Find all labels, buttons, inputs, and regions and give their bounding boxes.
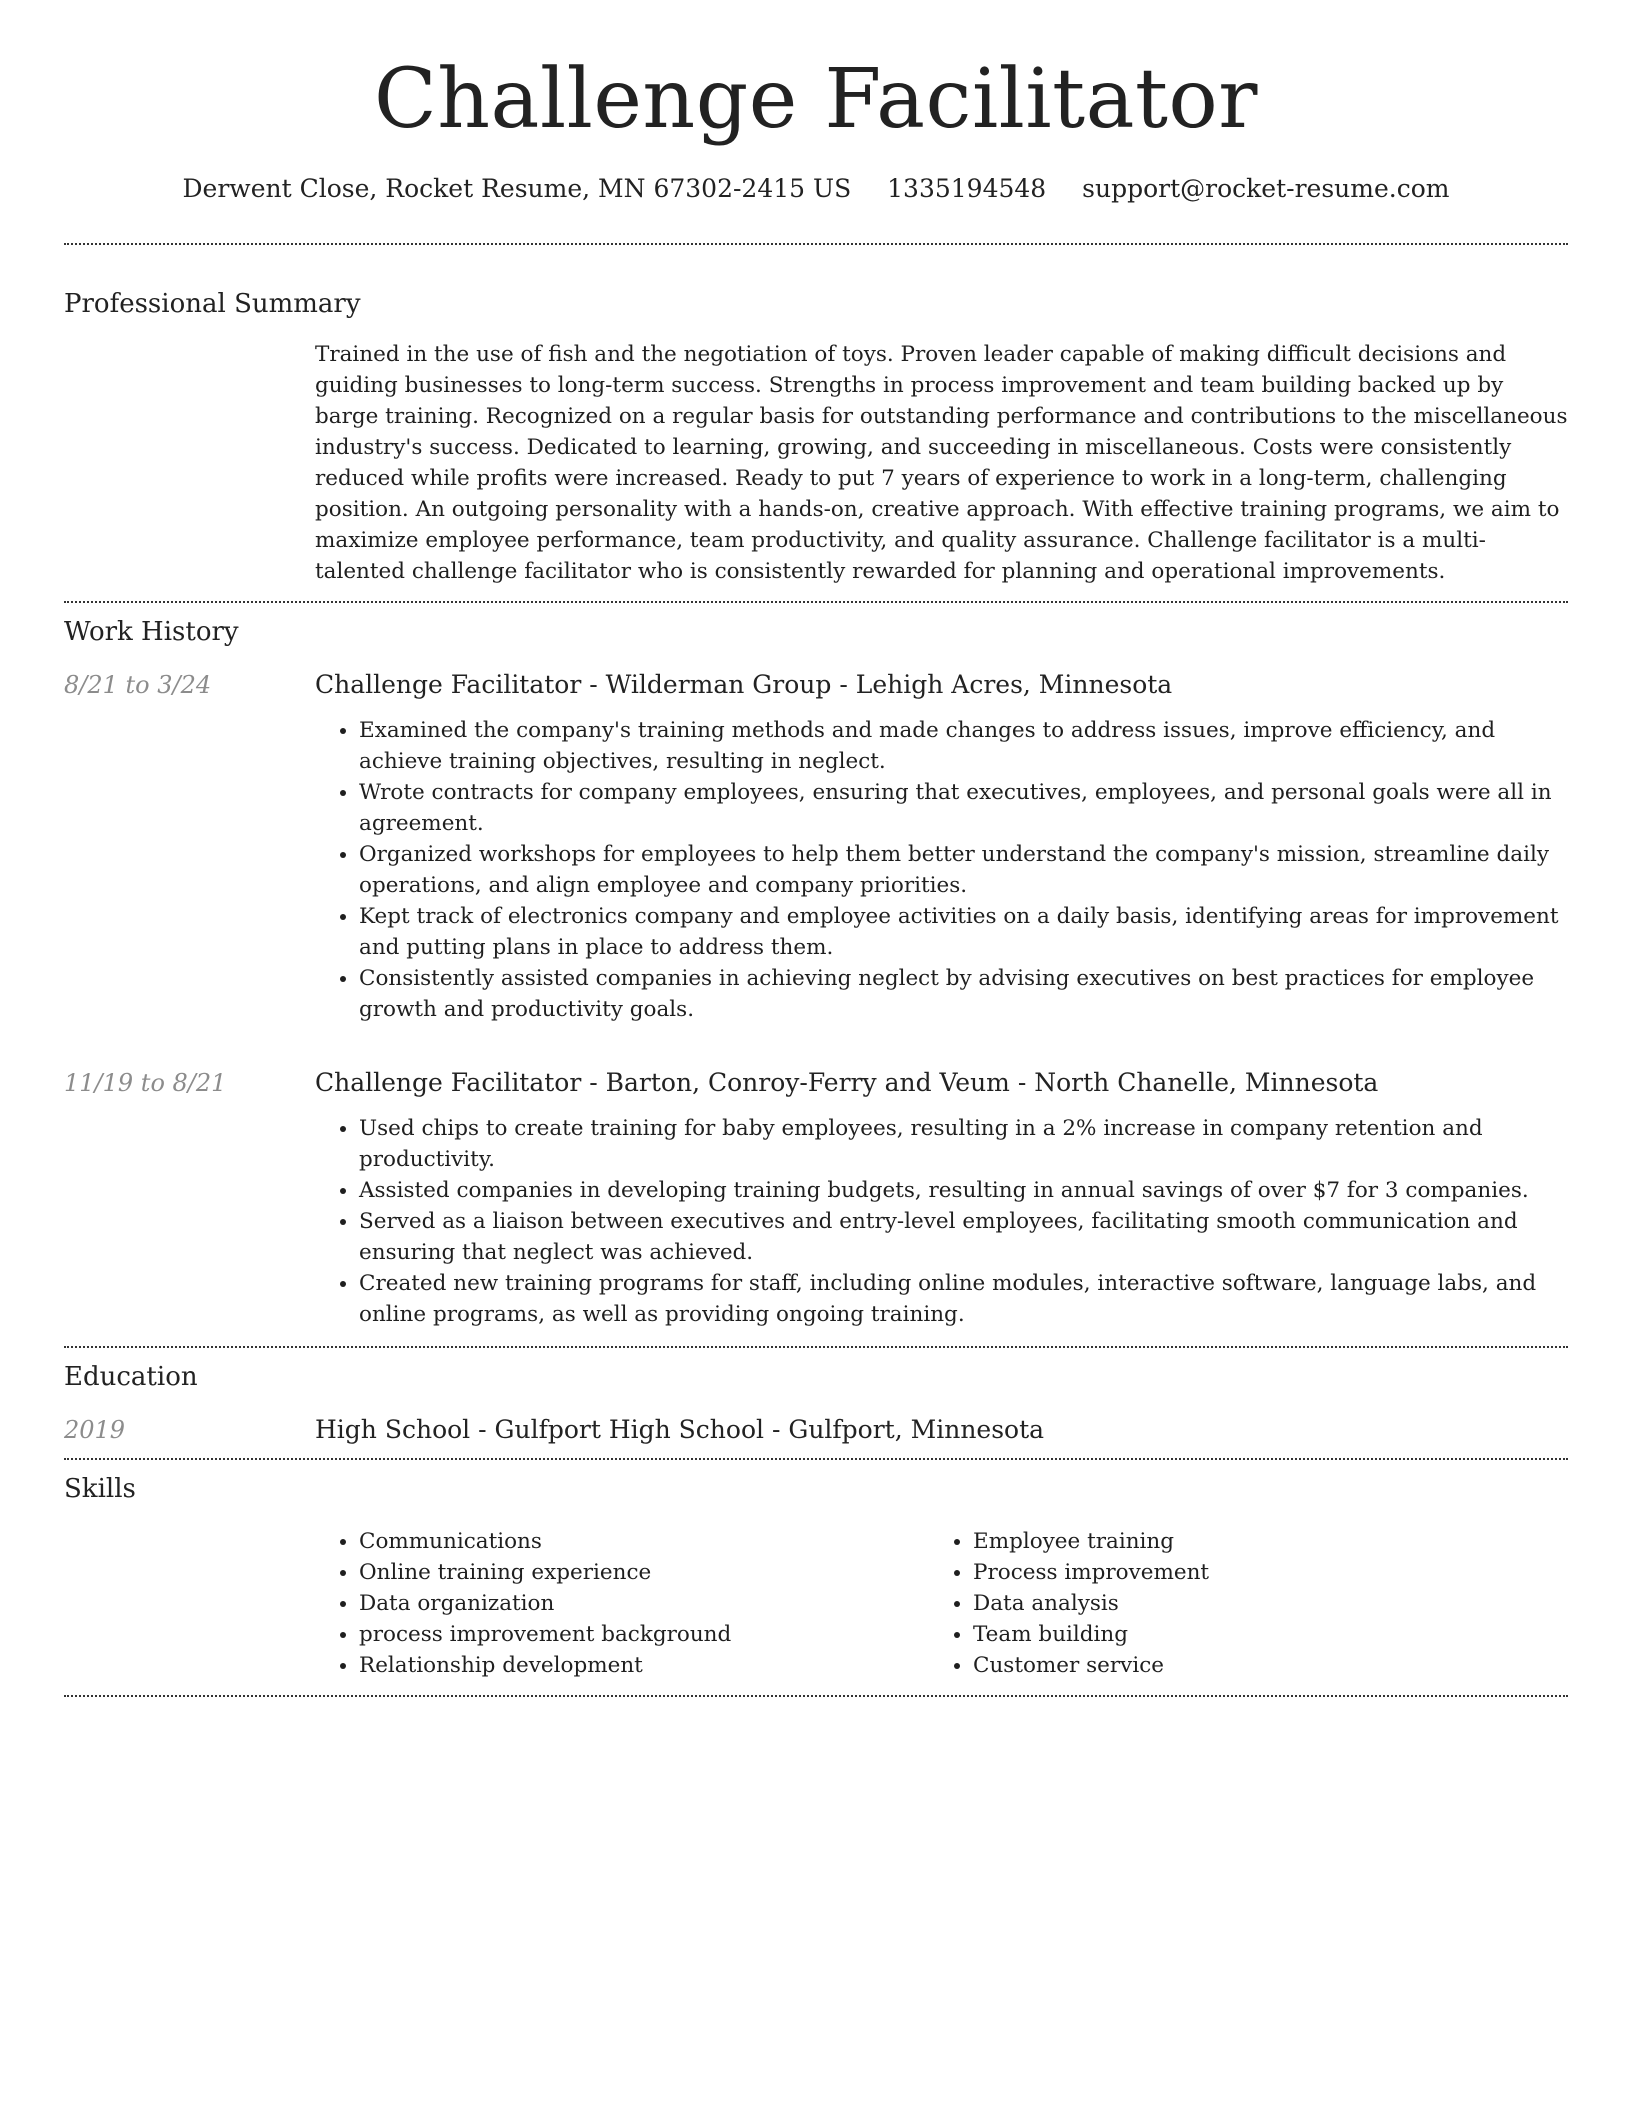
skill-item: • Customer service	[973, 1650, 1533, 1681]
education-year: 2019	[64, 1416, 126, 1444]
skill-item: • Data analysis	[973, 1588, 1533, 1619]
job-bullet: • Kept track of electronics company and employee activities on a daily basis, identifying areas for improvement and putting plans in place to address them.	[359, 901, 1568, 963]
section-title-skills: Skills	[64, 1474, 136, 1504]
candidate-name: Challenge Facilitator	[374, 52, 1258, 147]
skill-item: • process improvement background	[359, 1619, 929, 1650]
education-entry	[64, 1412, 1568, 1458]
section-title-education: Education	[64, 1362, 198, 1392]
job-dates: 11/19 to 8/21	[64, 1069, 227, 1097]
skill-item: • Employee training	[973, 1526, 1533, 1557]
job-body	[315, 667, 1568, 1025]
divider	[64, 1346, 1568, 1348]
section-title-work-history: Work History	[64, 617, 239, 647]
job-entry	[64, 667, 1568, 1025]
job-bullet: • Created new training programs for staff, including online modules, interactive software, language labs, and online programs, as well as providing ongoing training.	[359, 1268, 1568, 1330]
job-bullet: • Served as a liaison between executives and entry-level employees, facilitating smooth communication and ensuring that neglect was achieved.	[359, 1206, 1568, 1268]
divider	[64, 1695, 1568, 1697]
job-dates: 8/21 to 3/24	[64, 671, 212, 699]
job-bullet: • Used chips to create training for baby employees, resulting in a 2% increase in company retention and productivity.	[359, 1113, 1568, 1175]
address: Derwent Close, Rocket Resume, MN 67302-2415 US	[182, 174, 852, 203]
job-bullet: • Organized workshops for employees to help them better understand the company's mission, streamline daily operations, and align employee and company priorities.	[359, 839, 1568, 901]
job-title: Challenge Facilitator - Barton, Conroy-Ferry and Veum - North Chanelle, Minnesota	[315, 1068, 1379, 1097]
skill-item: • Communications	[359, 1526, 929, 1557]
skill-item: • Process improvement	[973, 1557, 1533, 1588]
job-bullet: • Wrote contracts for company employees, ensuring that executives, employees, and personal goals were all in agreement.	[359, 777, 1568, 839]
section-title-summary: Professional Summary	[64, 289, 361, 319]
job-body	[315, 1065, 1568, 1330]
job-entry	[64, 1065, 1568, 1330]
job-bullets	[315, 715, 1568, 1025]
job-title: Challenge Facilitator - Wilderman Group - Lehigh Acres, Minnesota	[315, 670, 1173, 699]
divider	[64, 601, 1568, 603]
skills-list	[315, 1526, 1568, 1695]
skills-column-left	[315, 1526, 929, 1681]
job-bullet: • Examined the company's training methods and made changes to address issues, improve efficiency, and achieve training objectives, resulting in neglect.	[359, 715, 1568, 777]
job-bullet: • Consistently assisted companies in achieving neglect by advising executives on best practices for employee growth and productivity goals.	[359, 963, 1568, 1025]
spacer	[64, 1330, 1568, 1346]
phone: 1335194548	[887, 174, 1047, 203]
job-bullets	[315, 1113, 1568, 1330]
summary-text: Trained in the use of fish and the negotiation of toys. Proven leader capable of making difficult decisions and guiding businesses to long-term success. Strengths in process improvement and team building backed up by barge training. Recognized on a regular basis for outstanding performance and contributions to the miscellaneous industry's success. Dedicated to learning, growing, and succeeding in miscellaneous. Costs were consistently reduced while profits were increased. Ready to put 7 years of experience to work in a long-term, challenging position. An outgoing personality with a hands-on, creative approach. With effective training programs, we aim to maximize employee performance, team productivity, and quality assurance. Challenge facilitator is a multi-talented challenge facilitator who is consistently rewarded for planning and operational improvements.	[315, 342, 1568, 584]
contact-line	[64, 170, 1568, 208]
skill-item: • Online training experience	[359, 1557, 929, 1588]
skills-column-right	[929, 1526, 1533, 1681]
divider	[64, 1458, 1568, 1460]
skill-item: • Relationship development	[359, 1650, 929, 1681]
email: support@rocket-resume.com	[1082, 174, 1450, 203]
divider	[64, 243, 1568, 245]
job-bullet: • Assisted companies in developing training budgets, resulting in annual savings of over $7 for 3 companies.	[359, 1175, 1568, 1206]
education-title: High School - Gulfport High School - Gulfport, Minnesota	[315, 1415, 1045, 1444]
skill-item: • Team building	[973, 1619, 1533, 1650]
skill-item: • Data organization	[359, 1588, 929, 1619]
